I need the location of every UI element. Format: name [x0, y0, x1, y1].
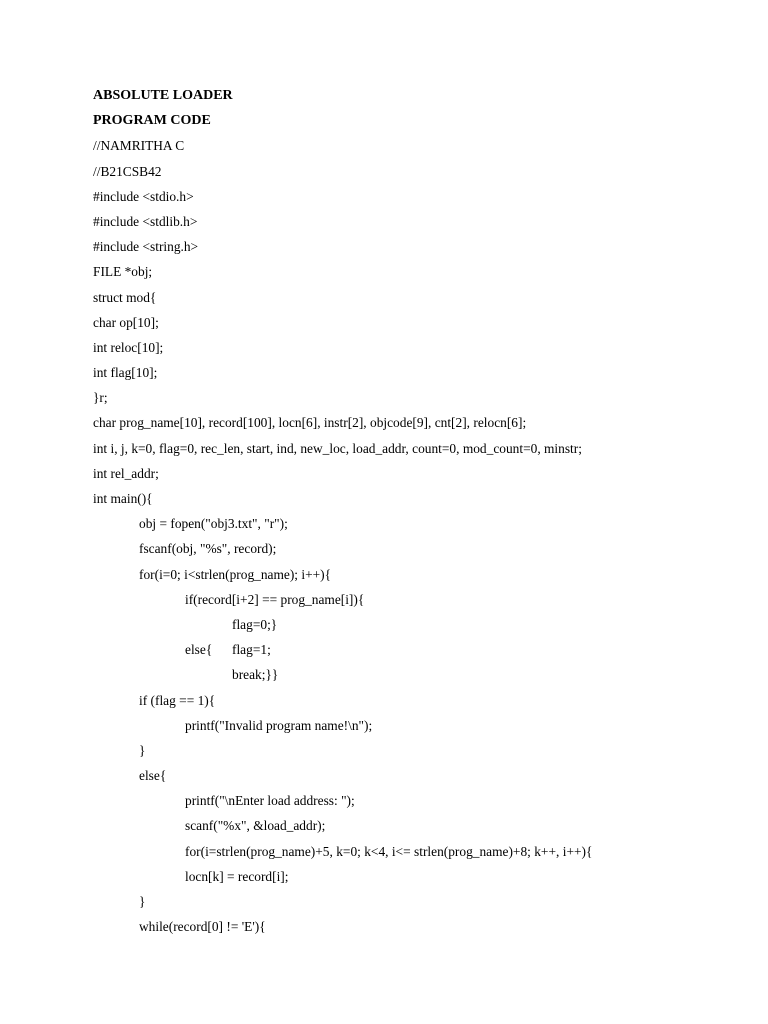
code-line: flag=0;} — [232, 616, 278, 632]
code-line: for(i=strlen(prog_name)+5, k=0; k<4, i<= strlen(prog_name)+8; k++, i++){ — [185, 843, 593, 859]
code-line: //NAMRITHA C — [93, 138, 185, 154]
code-token: else{ — [185, 642, 213, 658]
code-line: #include <string.h> — [93, 239, 199, 255]
code-line: int reloc[10]; — [93, 339, 164, 355]
section-heading: PROGRAM CODE — [93, 113, 211, 129]
code-line: }r; — [93, 390, 108, 406]
document-title: ABSOLUTE LOADER — [93, 88, 233, 103]
code-line: int i, j, k=0, flag=0, rec_len, start, ind, new_loc, load_addr, count=0, mod_count=0, minstr; — [93, 440, 582, 456]
code-line: if(record[i+2] == prog_name[i]){ — [185, 591, 365, 607]
code-line: locn[k] = record[i]; — [185, 868, 289, 884]
code-line: #include <stdlib.h> — [93, 213, 198, 229]
code-line: struct mod{ — [93, 289, 157, 305]
code-line: char prog_name[10], record[100], locn[6], instr[2], objcode[9], cnt[2], relocn[6]; — [93, 415, 527, 431]
code-line: for(i=0; i<strlen(prog_name); i++){ — [139, 566, 332, 582]
code-line: fscanf(obj, "%s", record); — [139, 541, 277, 557]
code-line: printf("Invalid program name!\n"); — [185, 717, 373, 733]
code-line: #include <stdio.h> — [93, 188, 194, 204]
code-line: int flag[10]; — [93, 365, 158, 381]
code-line: scanf("%x", &load_addr); — [185, 818, 326, 834]
code-token: flag=1; — [232, 642, 271, 658]
code-line: } — [139, 742, 146, 758]
code-line-else — [93, 637, 753, 662]
code-line: int rel_addr; — [93, 465, 159, 481]
code-line: else{ — [139, 768, 167, 784]
code-line: int main(){ — [93, 491, 153, 506]
code-line: if (flag == 1){ — [139, 692, 216, 708]
code-line: printf("\nEnter load address: "); — [185, 793, 355, 809]
code-line: //B21CSB42 — [93, 163, 162, 179]
program-code-listing — [93, 83, 753, 939]
code-line: FILE *obj; — [93, 264, 153, 280]
code-line: break;}} — [232, 667, 279, 683]
code-line: char op[10]; — [93, 314, 159, 330]
code-line: while(record[0] != 'E'){ — [139, 919, 266, 935]
code-line: obj = fopen("obj3.txt", "r"); — [139, 516, 288, 532]
code-line: } — [139, 894, 146, 909]
